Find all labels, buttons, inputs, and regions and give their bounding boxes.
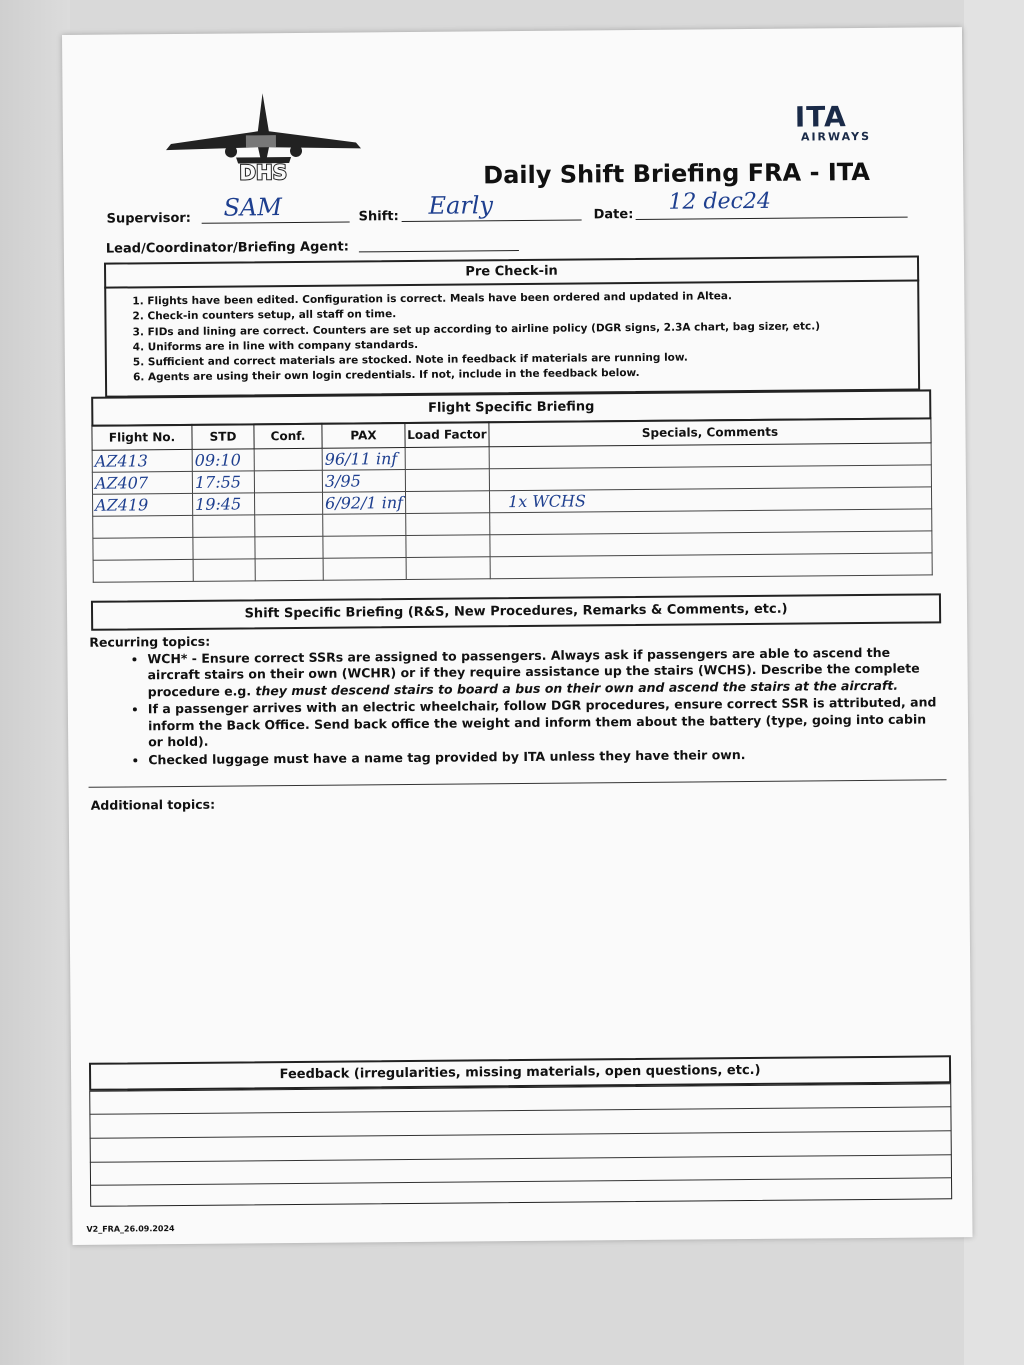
table-cell	[255, 558, 323, 581]
table-cell: 6/92/1 inf	[323, 492, 406, 515]
table-cell: 1x WCHS	[489, 487, 931, 513]
background-left	[0, 0, 70, 1365]
table-cell	[93, 559, 193, 582]
version-label: V2_FRA_26.09.2024	[86, 1224, 175, 1234]
recurring-topics	[89, 627, 940, 769]
table-cell	[323, 514, 406, 537]
table-cell	[255, 492, 323, 515]
table-cell	[406, 513, 490, 536]
table-cell	[254, 448, 322, 471]
checklist-item: 3. FIDs and lining are correct. Counters are set up according to airline policy (DGR signs, 2.3A chart, bag sizer, etc.)	[148, 319, 821, 340]
recurring-topic-item: • If a passenger arrives with an electric wheelchair, follow DGR procedures, ensure correct SSR is attributed, and inform the Back Office. Send back office the weight and inform them about the battery (type, going into cabin or hold).	[148, 694, 940, 750]
table-cell: AZ407	[92, 471, 192, 494]
lead-label: Lead/Coordinator/Briefing Agent:	[105, 239, 349, 257]
background-right	[964, 0, 1024, 1365]
checklist-item: 4. Uniforms are in line with company standards.	[148, 334, 821, 355]
section-divider	[89, 779, 947, 787]
column-header: Specials, Comments	[489, 418, 931, 447]
supervisor-value: SAM	[223, 193, 282, 222]
table-cell	[405, 491, 489, 514]
pre-checkin-title: Pre Check-in	[465, 263, 558, 280]
briefing-sheet	[62, 27, 973, 1245]
shift-value: Early	[428, 191, 494, 220]
shift-label: Shift:	[358, 209, 399, 225]
flights-table	[91, 417, 932, 582]
column-header: PAX	[322, 423, 405, 449]
dhs-logo	[151, 90, 377, 192]
table-cell	[490, 553, 932, 579]
date-label: Date:	[593, 207, 634, 223]
recurring-topics-label: Recurring topics:	[89, 633, 211, 650]
table-cell: 3/95	[322, 470, 405, 493]
table-cell	[254, 470, 322, 493]
page-title: Daily Shift Briefing FRA - ITA	[483, 157, 870, 190]
supervisor-label: Supervisor:	[106, 210, 192, 227]
flight-briefing-title: Flight Specific Briefing	[428, 399, 595, 416]
ita-logo-text: ITA	[794, 100, 847, 134]
table-cell	[93, 515, 193, 538]
column-header: Flight No.	[92, 424, 192, 450]
ita-logo-subtext: AIRWAYS	[800, 129, 872, 144]
table-cell	[255, 514, 323, 537]
table-cell	[193, 515, 255, 538]
additional-topics-label: Additional topics:	[90, 796, 216, 813]
lead-line	[359, 249, 519, 252]
checklist-item: 6. Agents are using their own login credentials. If not, include in the feedback below.	[148, 365, 821, 386]
pre-checkin-list	[119, 288, 820, 386]
column-header: STD	[192, 424, 254, 450]
table-cell: 19:45	[193, 493, 255, 516]
table-cell	[193, 537, 255, 560]
dhs-logo-text: DHS	[239, 160, 288, 185]
recurring-topic-item	[147, 644, 939, 700]
checklist-item: 5. Sufficient and correct materials are stocked. Note in feedback if materials are running low.	[148, 350, 821, 371]
checklist-item: 1. Flights have been edited. Configuration is correct. Meals have been ordered and updated in Altea.	[147, 288, 820, 309]
table-cell: 17:55	[192, 471, 254, 494]
table-cell	[323, 536, 406, 559]
shift-briefing-title: Shift Specific Briefing (R&S, New Procedures, Remarks & Comments, etc.)	[244, 601, 788, 622]
column-header: Load Factor	[405, 422, 489, 448]
ita-airways-logo	[783, 100, 893, 146]
date-line	[636, 216, 908, 220]
table-cell	[193, 559, 255, 582]
table-cell: AZ413	[92, 449, 192, 472]
table-cell: 09:10	[192, 449, 254, 472]
feedback-title: Feedback (irregularities, missing materials, open questions, etc.)	[279, 1062, 761, 1083]
recurring-topic-italic: they must descend stairs to board a bus on their own and ascend the stairs at the aircraft.	[255, 677, 899, 698]
table-cell	[323, 558, 406, 581]
checklist-item: 2. Check-in counters setup, all staff on time.	[147, 304, 820, 325]
recurring-topic-text: WCH* - Ensure correct SSRs are assigned to passengers. Always ask if passengers are able to ascend the aircraft stairs on their own (WCHR) or if they require assistance up the stairs (WCHS). Describe the complete procedure e.g.	[147, 644, 920, 699]
table-cell	[406, 557, 490, 580]
table-cell	[93, 537, 193, 560]
date-value: 12 dec24	[668, 188, 771, 215]
table-cell: AZ419	[93, 493, 193, 516]
recurring-topic-item: • Checked luggage must have a name tag provided by ITA unless they have their own.	[148, 745, 940, 768]
table-cell	[405, 447, 489, 470]
column-header: Conf.	[254, 423, 322, 449]
table-cell	[255, 536, 323, 559]
feedback-area	[89, 1083, 952, 1207]
table-cell: 96/11 inf	[322, 448, 405, 471]
table-cell	[405, 469, 489, 492]
table-cell	[406, 535, 490, 558]
